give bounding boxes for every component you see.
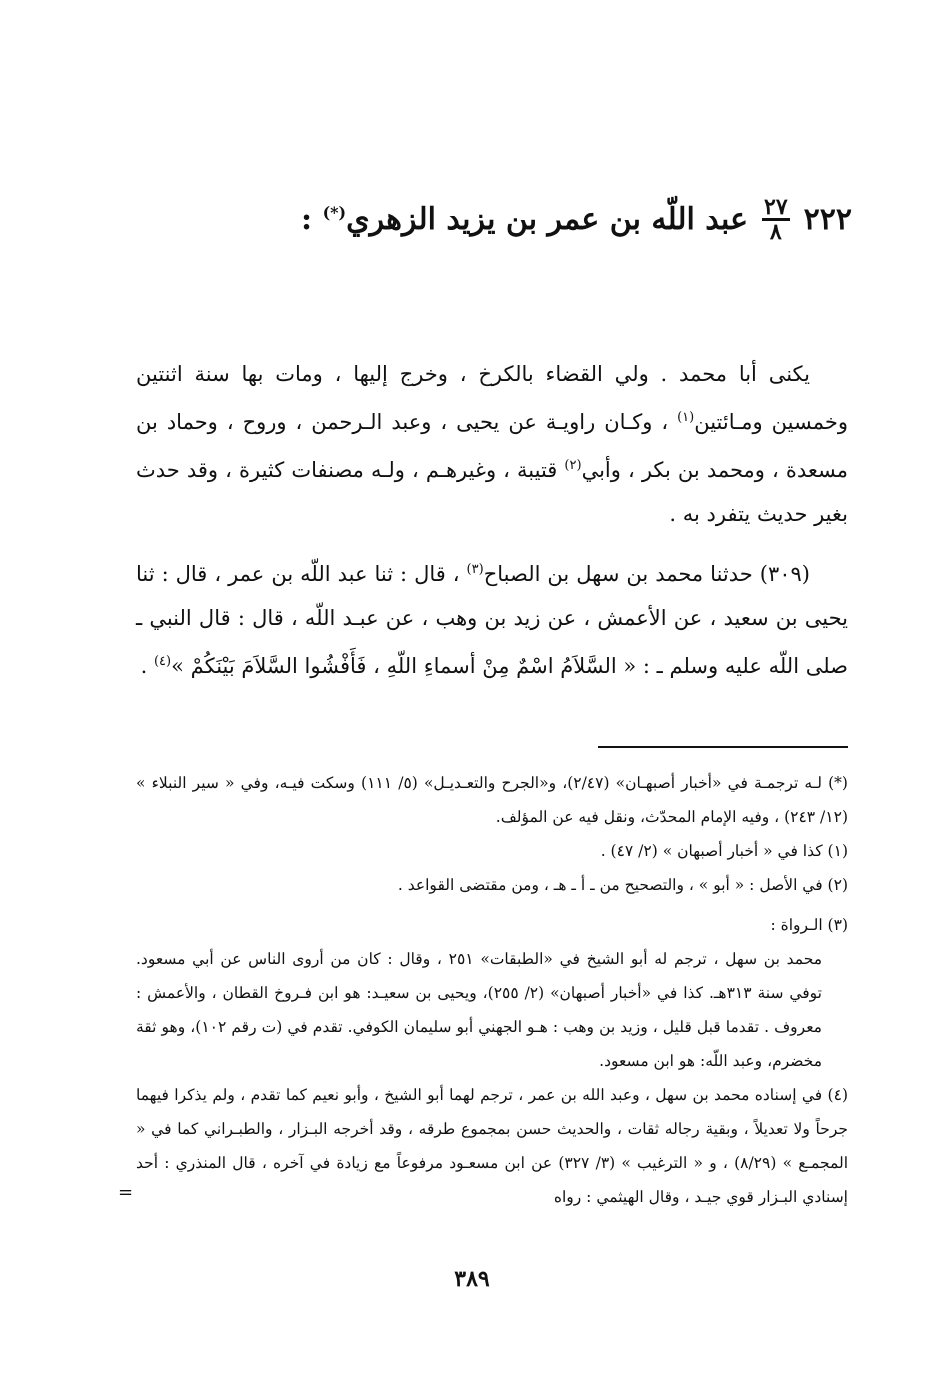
footnote-ref-2: (٢) xyxy=(564,458,582,473)
hadith-text-3: . xyxy=(140,654,154,678)
fraction-numerator: ٢٧ xyxy=(764,194,788,220)
entry-heading xyxy=(92,196,852,243)
footnote-ref-3: (٣) xyxy=(466,562,484,577)
footnote-1: (١) كذا في « أخبار أصبهان » (٢/ ٤٧) . xyxy=(600,842,848,860)
hadith-text-2: ، قال : ثنا عبد اللّه بن عمر ، قال : ثنا يحيى بن سعيد ، عن الأعمش ، عن زيد بن وهب ، عن عبـد اللّه ، قال : قال النبي ـ صلى اللّه عليه وسلم ـ : « السَّلاَمُ اسْمٌ مِنْ أسماءِ اللّهِ ، فَأَفْشُوا السَّلاَمَ بَيْنَكُمْ » xyxy=(136,562,848,678)
footnotes xyxy=(136,766,848,1214)
entry-number: ٢٢٢ xyxy=(803,202,852,237)
footnote-3-body: محمد بن سهل ، ترجم له أبو الشيخ في «الطبقات» ٢٥١ ، وقال : كان من أروى الناس عن أبي مسعود. توفي سنة ٣١٣هـ. كذا في «أخبار أصبهان» (٢/ ٢٥٥)، ويحيى بن سعيـد: هو ابن فـروخ القطان ، والأعمش : معروف . تقدما قبل قليل ، وزيد بن وهب : هـو الجهني أبو سليمان الكوفي. تقدم في (ت رقم ١٠٢)، وهو ثقة مخضرم، وعبد اللّه: هو ابن مسعود. xyxy=(136,950,823,1070)
entry-title xyxy=(301,202,748,237)
footnote-3-heading: (٣) الـرواة : xyxy=(770,916,848,934)
page-number: ٣٨٩ xyxy=(454,1266,490,1292)
fraction-denominator: ٨ xyxy=(769,219,782,245)
footnote-ref-4: (٤) xyxy=(153,654,172,669)
footnote-2: (٢) في الأصل : « أبو » ، والتصحيح من ـ أ ـ هـ ، ومن مقتضى القواعد . xyxy=(397,876,848,894)
body-text xyxy=(136,352,848,688)
footnote-separator xyxy=(598,746,848,748)
bio-text-2: ، وكـان راويـة عن يحيى ، وعبد الـرحمن ، وروح ، وحماد بن مسعدة ، ومحمد بن بكر ، وأبي xyxy=(136,410,848,482)
entry-title-text: عبد اللّه بن عمر بن يزيد الزهري xyxy=(346,202,749,237)
entry-fraction xyxy=(762,196,790,243)
continuation-mark: = xyxy=(118,1182,134,1203)
hadith-paragraph xyxy=(136,548,848,688)
footnote-ref-1: (١) xyxy=(677,410,695,425)
footnote-4: (٤) في إسناده محمد بن سهل ، وعبد الله بن عمر ، ترجم لهما أبو الشيخ ، وأبو نعيم كما تقدم ، ولم يذكرا فيهما جرحاً ولا تعديلاً ، وبقية رجاله ثقات ، والحديث حسن بمجموع طرقه ، وقد أخرجه البـزار ، والطبـراني كما في « المجمـع » (٨/٢٩) ، و « الترغيب » (٣/ ٣٢٧) عن ابن مسعـود مرفوعاً مع زيادة في آخره ، قال المنذري : أحد إسنادي البـزار قوي جيـد ، وقال الهيثمي : رواه xyxy=(136,1086,848,1206)
entry-colon: : xyxy=(301,202,323,237)
bio-text-1: يكنى أبا محمد . ولي القضاء بالكرخ ، وخرج إليها ، ومات بها سنة اثنتين وخمسين ومـائتين xyxy=(136,362,848,434)
bio-text-3: قتيبة ، وغيرهـم ، ولـه مصنفات كثيرة ، وقد حدث بغير حديث يتفرد به . xyxy=(136,458,848,526)
footnote-star: (*) لـه ترجمـة في «أخبار أصبهـان» (٢/٤٧)، و«الجرح والتعـديـل» (٥/ ١١١) وسكت فيـه، وفي « سير النبلاء » (١٢/ ٢٤٣) ، وفيه الإمام المحدّث، ونقل فيه عن المؤلف. xyxy=(136,774,848,826)
hadith-text-1: (٣٠٩) حدثنا محمد بن سهل بن الصباح xyxy=(483,562,810,586)
entry-footnote-mark: (*) xyxy=(322,203,347,222)
biography-paragraph xyxy=(136,352,848,536)
